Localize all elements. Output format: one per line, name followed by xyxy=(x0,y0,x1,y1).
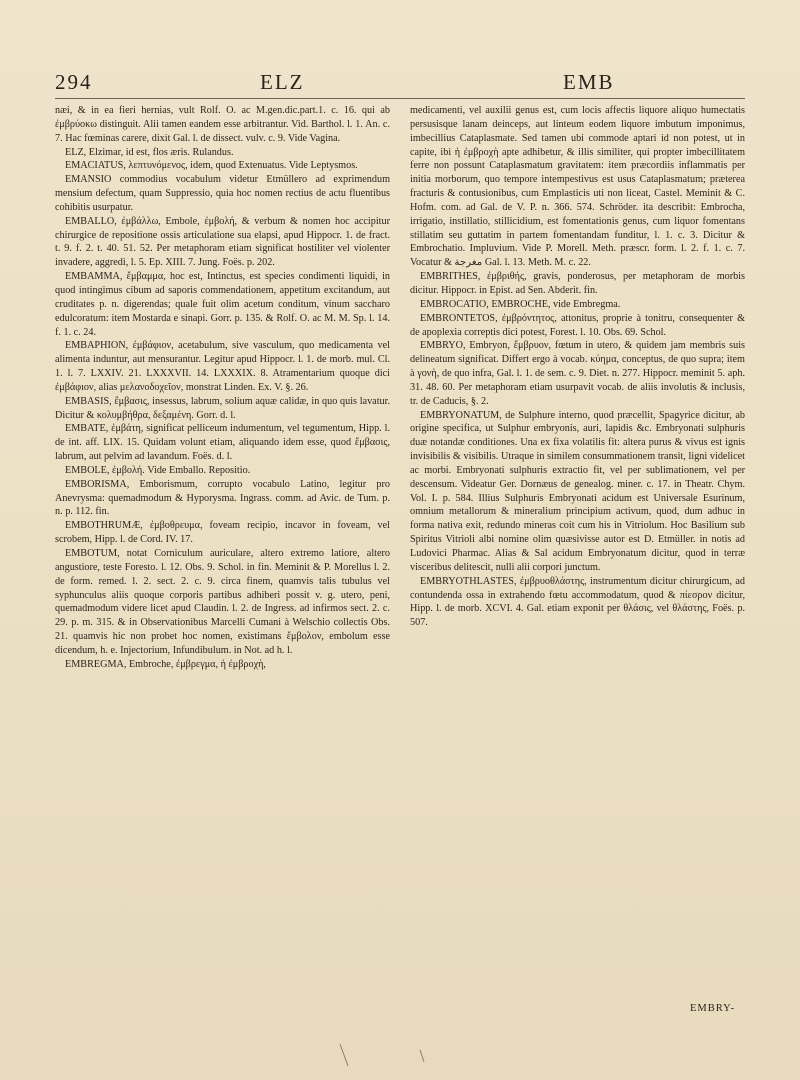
header-rule xyxy=(55,98,745,99)
dictionary-entry: EMBOTHRUMÆ, ἐμβοθρευμα, foveam recipio, incavor in foveam, vel scrobem, Hipp. l. de Cord. IV. 17. xyxy=(55,520,390,546)
running-header xyxy=(55,70,745,100)
left-running-title: ELZ xyxy=(260,70,305,94)
dictionary-entry: EMBRONTETOS, ἐμβρόντητος, attonitus, proprie à tonitru, consequenter & de apoplexia correptis dici potest, Forest. l. 10. Obs. 69. Schol. xyxy=(410,312,745,338)
page-number: 294 xyxy=(55,70,93,94)
right-running-title: EMB xyxy=(563,70,615,94)
dictionary-entry: EMBALLO, ἐμβάλλω, Embole, ἐμβολή, & verbum & nomen hoc accipitur chirurgice de repositione ossis articulatione sua elapsi, apud Hippocr. 1. de fract. t. 9. f. 2. t. 40. 51. 52. Per metaphoram etiam significat hostiliter vel violenter invadere, aggredi, l. 5. Ep. XIII. 7. Jung. Foës. p. 202. xyxy=(55,215,390,269)
left-column xyxy=(55,104,390,672)
margin-marks xyxy=(300,1040,520,1070)
dictionary-entry: EMBORISMA, Emborismum, corrupto vocabulo Latino, legitur pro Anevrysma: quemadmodum & Hyporysma. Ingrass. comm. ad Avic. de Tum. p. n. p. 112. fin. xyxy=(55,478,390,518)
dictionary-entry: EMBROCATIO, EMBROCHE, vide Embregma. xyxy=(420,298,621,310)
right-column xyxy=(410,104,745,630)
dictionary-entry: EMBASIS, ἔμβασις, insessus, labrum, solium aquæ calidæ, in quo quis lavatur. Dicitur & κολυμβήθρα, δεξαμένη. Gorr. d. l. xyxy=(55,395,390,421)
dictionary-entry: EMBOLE, ἐμβολή. Vide Emballo. Repositio. xyxy=(65,464,251,476)
dictionary-entry: EMBRITHES, ἐμβριθής, gravis, ponderosus, per metaphoram de morbis dicitur. Hippocr. in Epist. ad Sen. Abderit. fin. xyxy=(410,271,745,296)
dictionary-entry: EMBRYO, Embryon, ἔμβρυον, fœtum in utero, & quidem jam membris suis delineatum significat. Differt ergo à vocab. κύημα, conceptus, de quo supra; item à γονὴ, de quo infra, Gal. l. 1. de sem. c. 9. Diet. n. 277. Hippocr. meminit 5. aph. 31. 48. 60. Per metaphoram etiam usurpavit vocab. de aliis involutis & inclusis, tr. de Caducis, §. 2. xyxy=(410,340,745,407)
dictionary-entry: medicamenti, vel auxilii genus est, cum locis affectis liquore aliquo humectatis persusisque lanam deinceps, aut linteum eodem liquore imbutum imponimus, imbecillius Cataplasmate. Sed tamen ubi commode aptari id non potest, ut in capite, ibi ἡ ἐμβροχὴ apte adhibetur, & illis similiter, qui propter imbecillitatem ferre non possunt Cataplasmatum gravitatem: item præcordiis inflammatis per initia morborum, quo tempore intempestivus est usus Cataplasmatum; præterea fracturis & contusionibus, cum Emplasticis uti non liceat, Castel. Meminit & C. Hofm. com. ad Gal. de V. P. n. 366. 574. Schröder. ita describit: Embrocha, irrigatio, instillatio, stillicidium, est fomentationis genus, cum liquor fomentans stillatim seu guttatim in partem fomentandam funditur, l. 1. c. 3. Dicitur & Embrochatio. Impluvium. Vide P. Morell. Meth. præscr. form. l. 2. f. 1. c. 7. Vocatur & مغرجة Gal. l. 13. Meth. M. c. 22. xyxy=(410,105,745,269)
catchword: EMBRY- xyxy=(690,1003,736,1014)
dictionary-entry: ELZ, Elzimar, id est, flos æris. Rulandus. xyxy=(65,146,234,158)
dictionary-entry: næi, & in ea fieri hernias, vult Rolf. O. ac M.gen.dic.part.1. c. 16. qui ab ἐμβρύοκω distinguit. Alii tamen eandem esse arbitrantur. Vid. Barthol. l. 1. An. c. 7. Hac fœminas carere, dixit Gal. l. de dissect. vulv. c. 9. Vide Vagina. xyxy=(55,105,390,144)
dictionary-entry: EMBOTUM, notat Corniculum auriculare, altero extremo latiore, altero angustiore, teste Foresto. l. 12. Obs. 9. Schol. in fin. Meminit & P. Morellus l. 2. de form. remed. l. 2. sect. 2. c. 9. circa finem, quamvis talis tubulus vel syphunculus aliis quoque corporis partibus adhiberi possit v. g. utero, peni, quemadmodum videre licet apud Claudin. l. 2. de Ingress. ad infirmos sect. 2. c. 29. p. m. 315. & in Observationibus Marcelli Cumani à Welschio collectis Obs. 21. quamvis hic non probet hoc nomen, existimans ἔμβολον, embolum esse dicendum, h. e. Injectorium, Infundibulum. in Not. ad h. l. xyxy=(55,548,390,656)
dictionary-entry: EMBAPHION, ἐμβάφιον, acetabulum, sive vasculum, quo medicamenta vel alimenta induntur, aut mensurantur. Legitur apud Hippocr. l. 1. de morb. mul. Cl. 1. l. 7. LXXIV. 21. LXXXVII. 14. LXXXIX. 8. Atramentarium quoque dici ἐμβάφιον, alias μελανοδοχεῖον, monstrat Linden. Ex. V. §. 26. xyxy=(55,340,390,393)
dictionary-entry: EMANSIO commodius vocabulum videtur Etmüllero ad exprimendum mensium defectum, quam Suppressio, quia hoc nomen rectius de actu fluentibus cohibitis usurpatur. xyxy=(55,174,390,213)
dictionary-entry: EMBAMMA, ἔμβαμμα, hoc est, Intinctus, est species condimenti liquidi, in quod intingimus cibum ad saporis commendationem, appetitum excitandum, aut cruditates p. n. digerendas; quale fuit olim acetum conditum, vinum saccharo edulcoratum: item Mostarda e sinapi. Gorr. p. 135. & Rolf. O. ac M. M. Sp. l. 14. f. 1. c. 24. xyxy=(55,271,390,338)
dictionary-entry: EMACIATUS, λεπτυνόμενος, idem, quod Extenuatus. Vide Leptysmos. xyxy=(65,160,358,172)
dictionary-entry: EMBRYONATUM, de Sulphure interno, quod præcellit, Spagyrice dicitur, ab origine specifica, ut Sulphur embryonis, auri, lapidis &c. Embryonati sulphuris duæ notandæ conditiones. Una ex fixa volatilis fit: altera purus & vivus est ignis invisibilis & visibilis. Utraque in similem consummationem transit, ligni videlicet ac morbi. Embryonati sulphuris extractio fit, vel per sublimationem, vel per descensum. Videatur Ger. Dornæus de genealog. miner. c. 17. in Theatr. Chym. Vol. I. p. 584. Illius Sulphuris Embryonati acidum est Universale Esurinum, omnium metallorum & mineralium principium activum, quod, dum adhuc in forma nativa exit, redundo mineras coit cum his in Vitriolum. Hoc Basilium sub Spiritus Vitrioli albi nomine olim quæsivisse autor est D. Etmüller. in notis ad Ludovici Pharmac. Alias & Sal acidum Embryonatum dicitur, quod in terræ visceribus delitescit, nulli alii corpori junctum. xyxy=(410,409,745,573)
dictionary-entry: EMBATE, ἐμβάτη, significat pelliceum indumentum, vel tegumentum, Hipp. l. de int. aff. LIX. 15. Quidam volunt etiam, aliquando idem esse, quod ἔμβασις, labrum, aut pelvim ad lavandum. Foës. d. l. xyxy=(55,423,390,463)
dictionary-entry: EMBRYOTHLASTES, ἐμβρυοθλάστης, instrumentum dicitur chirurgicum, ad contundenda ossa in extrahendo fœtu accommodatum, quod & πίεσρον dicitur, Hipp. l. de morb. XCVI. 4. Gal. etiam exponit per θλάσις, vel θλάστης, Foës. p. 507. xyxy=(410,575,745,629)
dictionary-entry: EMBREGMA, Embroche, ἐμβρεγμα, ἡ ἐμβροχὴ, xyxy=(65,658,266,670)
